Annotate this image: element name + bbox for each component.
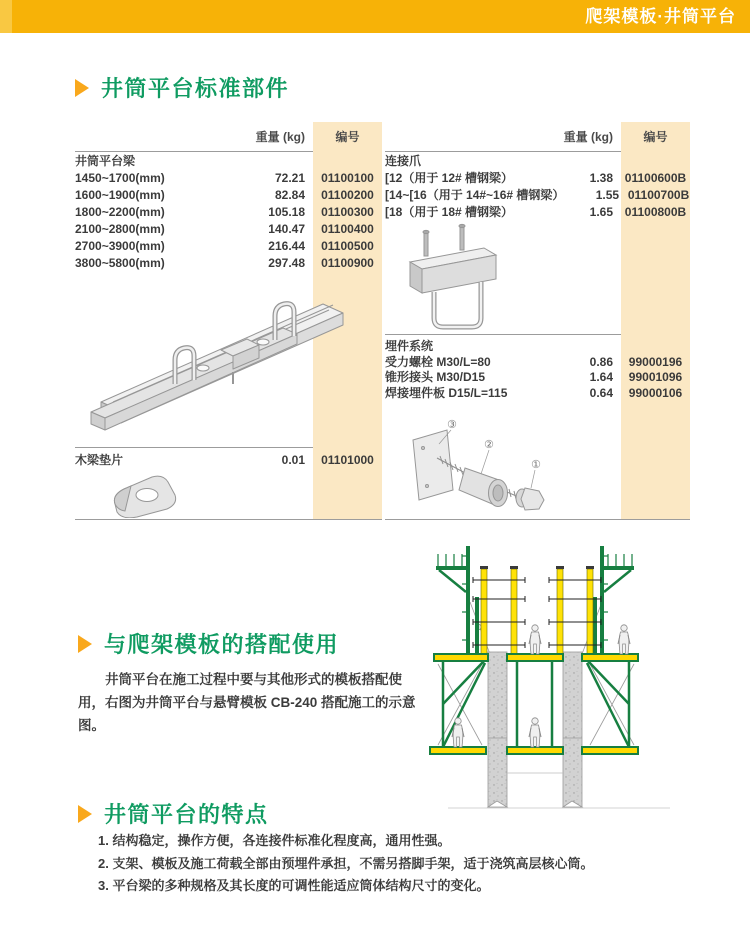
part-code: 01100200	[321, 188, 374, 202]
part-code: 01101000	[321, 453, 374, 467]
group-divider	[385, 334, 621, 335]
page-header-bar	[0, 0, 750, 33]
section-title-text: 井筒平台标准部件	[101, 76, 290, 101]
table-row	[385, 170, 690, 187]
part-weight: 1.55	[595, 188, 620, 202]
part-name: 2700~3900(mm)	[75, 239, 165, 253]
part-code: 99000196	[628, 354, 683, 369]
part-name: [18（用于 18# 槽钢梁）	[385, 205, 514, 219]
table-header-row	[385, 128, 690, 145]
worker-figure	[452, 718, 464, 747]
table-bottom-border	[75, 519, 382, 520]
section-title-features	[78, 798, 269, 829]
header-accent-strip	[0, 0, 12, 33]
part-weight: 82.84	[274, 188, 305, 202]
feature-item: 1. 结构稳定，操作方便，各连接件标准化程度高，通用性强。	[98, 833, 451, 848]
table-row	[385, 370, 690, 386]
part-name: 1600~1900(mm)	[75, 188, 165, 202]
section-title-text: 井筒平台的特点	[104, 802, 269, 827]
part-weight: 0.86	[589, 354, 613, 369]
part-weight: 297.48	[268, 256, 305, 270]
table-row	[75, 238, 382, 255]
arrow-right-icon	[78, 805, 92, 823]
table-group-claws	[385, 153, 690, 221]
worker-figure	[529, 625, 541, 654]
worker-figure	[529, 718, 541, 747]
group-label: 井筒平台梁	[75, 154, 136, 168]
part-name: 1450~1700(mm)	[75, 171, 165, 185]
part-weight: 0.64	[589, 385, 613, 400]
group-label: 埋件系统	[385, 339, 434, 353]
features-list	[98, 830, 723, 898]
table-row	[385, 355, 690, 371]
part-code: 01100100	[321, 171, 374, 185]
table-row	[75, 255, 382, 272]
part-name: [12（用于 12# 槽钢梁）	[385, 171, 514, 185]
column-header-code: 编号	[643, 130, 668, 144]
part-weight: 1.64	[589, 370, 613, 384]
embed-system-drawing	[395, 418, 565, 516]
header-divider	[75, 151, 313, 152]
part-name: 锥形接头 M30/D15	[385, 370, 486, 384]
breadcrumb: 爬架模板·井筒平台	[585, 7, 736, 26]
part-code: 01100400	[321, 222, 374, 236]
part-weight: 1.65	[589, 205, 613, 219]
group-label: 连接爪	[385, 154, 422, 168]
section-title-parts	[75, 72, 289, 103]
part-weight: 0.01	[281, 453, 305, 467]
table-row	[75, 221, 382, 238]
part-weight: 216.44	[268, 239, 305, 253]
part-code: 99000106	[628, 385, 683, 400]
feature-item: 2. 支架、模板及施工荷载全部由预埋件承担，不需另搭脚手架，适于浇筑高层核心筒。	[98, 855, 594, 871]
wood-beam-washer-drawing	[105, 464, 191, 518]
platform-beam-drawing	[83, 272, 375, 440]
part-code: 01100800B	[624, 205, 687, 219]
part-name: 焊接埋件板 D15/L=115	[385, 385, 508, 400]
usage-paragraph: 井筒平台在施工过程中要与其他形式的模板搭配使用，右图为井筒平台与悬臂模板 CB-240 搭配施工的示意图。	[78, 672, 416, 733]
table-header-row	[75, 128, 382, 145]
embed-label-3: ③	[447, 418, 457, 431]
part-name: 受力螺栓 M30/L=80	[385, 354, 491, 369]
table-bottom-border	[385, 519, 690, 520]
part-code: 01100700B	[627, 188, 690, 202]
part-code: 01100900	[321, 256, 374, 270]
table-group-embeds	[385, 339, 690, 401]
part-weight: 140.47	[268, 222, 305, 236]
embed-label-1: ①	[531, 458, 541, 471]
part-name: 1800~2200(mm)	[75, 205, 165, 219]
section-title-text: 与爬架模板的搭配使用	[104, 632, 340, 657]
table-row	[385, 386, 690, 402]
parts-table-right	[385, 122, 690, 520]
column-header-weight: 重量 (kg)	[563, 130, 613, 144]
part-name: 3800~5800(mm)	[75, 256, 165, 270]
part-weight: 1.38	[589, 171, 613, 185]
part-code: 99001096	[628, 370, 683, 384]
embed-label-2: ②	[484, 438, 494, 451]
table-row	[75, 204, 382, 221]
part-weight: 72.21	[274, 171, 305, 185]
connecting-claw-drawing	[398, 222, 524, 332]
part-code: 01100600B	[624, 171, 687, 185]
part-code: 01100500	[321, 239, 374, 253]
section-title-usage	[78, 628, 339, 659]
arrow-right-icon	[75, 79, 89, 97]
table-row	[385, 187, 690, 204]
column-header-weight: 重量 (kg)	[255, 130, 305, 144]
table-group-beams	[75, 153, 382, 272]
part-name: [14~[16（用于 14#~16# 槽钢梁）	[385, 188, 565, 202]
scaffold-illustration	[428, 542, 690, 877]
group-divider	[75, 447, 313, 448]
worker-figure	[618, 625, 630, 654]
part-name: 木梁垫片	[75, 453, 124, 467]
arrow-right-icon	[78, 635, 92, 653]
table-row	[75, 170, 382, 187]
table-row	[75, 187, 382, 204]
part-code: 01100300	[321, 205, 374, 219]
feature-item: 3. 平台梁的多种规格及其长度的可调性能适应筒体结构尺寸的变化。	[98, 878, 490, 893]
header-divider	[385, 151, 621, 152]
part-weight: 105.18	[268, 205, 305, 219]
part-name: 2100~2800(mm)	[75, 222, 165, 236]
column-header-code: 编号	[335, 130, 360, 144]
parts-table-left	[75, 122, 382, 520]
table-row	[385, 204, 690, 221]
